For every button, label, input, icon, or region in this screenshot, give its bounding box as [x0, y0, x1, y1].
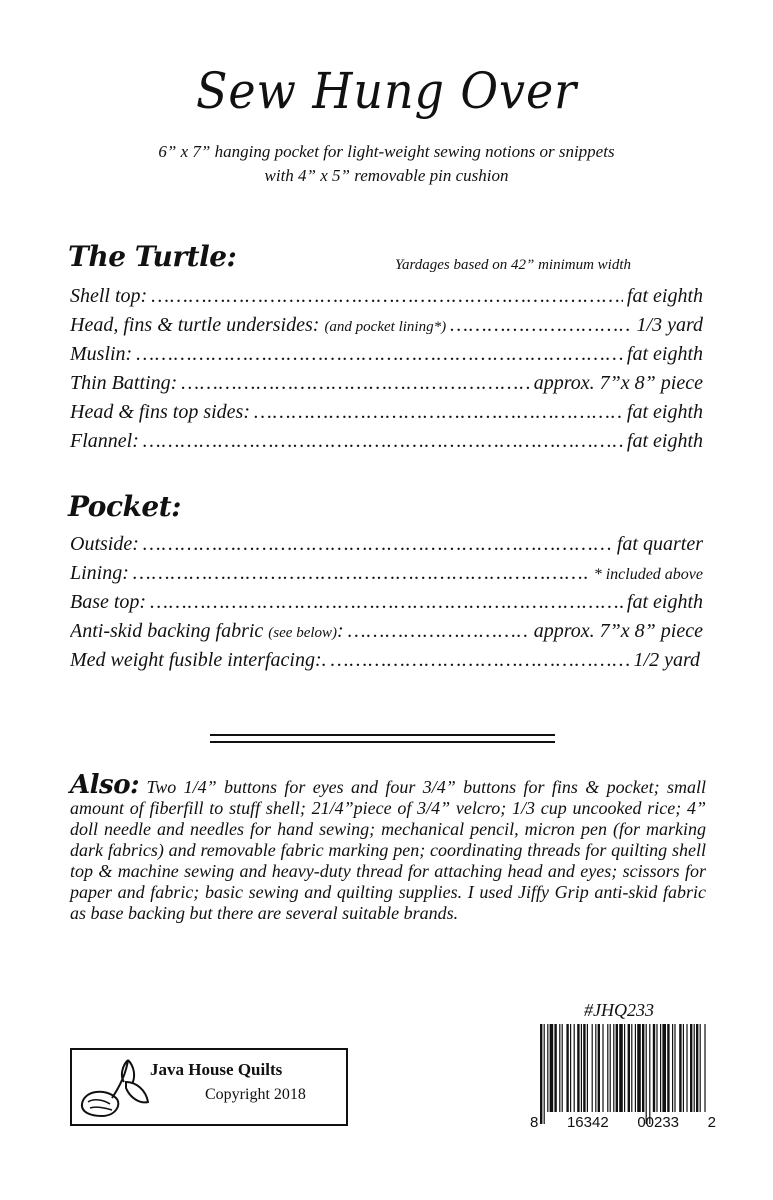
copyright-text: Copyright 2018 [205, 1086, 306, 1103]
supply-row [70, 343, 703, 366]
barcode-bar [550, 1024, 554, 1112]
supply-label: Thin Batting: [70, 372, 178, 394]
barcode-bar [562, 1024, 563, 1112]
barcode-digit-group: 2 [707, 1114, 716, 1131]
barcode-bar [559, 1024, 560, 1112]
leader-dots [150, 591, 623, 614]
supply-label: Shell top: [70, 285, 148, 307]
supply-label: Med weight fusible interfacing:. [70, 649, 327, 671]
supply-amount: 1/2 yard [633, 649, 700, 671]
barcode-bar [616, 1024, 618, 1112]
barcode-bar [592, 1024, 593, 1112]
pattern-title: Sew Hung Over [195, 62, 578, 120]
leader-dots [133, 562, 590, 585]
also-heading: Also: [70, 770, 140, 800]
supply-label: Head & fins top sides: [70, 401, 250, 423]
barcode-bar [540, 1024, 542, 1124]
barcode-bar [570, 1024, 571, 1112]
supply-row [70, 562, 703, 585]
barcode-bar [581, 1024, 582, 1112]
barcode-bar [631, 1024, 632, 1112]
barcode-bar [635, 1024, 636, 1112]
supply-label: Lining: [70, 562, 129, 584]
barcode-bar [662, 1024, 666, 1112]
barcode-bar [637, 1024, 641, 1112]
barcode-bar [613, 1024, 614, 1112]
barcode-digit-group: 8 [530, 1114, 539, 1131]
barcode-bar [577, 1024, 579, 1112]
barcode-bar [653, 1024, 655, 1112]
coffee-plant-icon [76, 1054, 154, 1122]
leader-dots [331, 649, 630, 672]
barcode-bar [700, 1024, 701, 1112]
divider-rule [210, 741, 555, 743]
supply-row [70, 314, 703, 337]
publisher-name: Java House Quilts [150, 1060, 283, 1079]
pocket-heading: Pocket: [68, 490, 182, 523]
barcode-digits [530, 1114, 716, 1131]
leader-dots [450, 314, 632, 337]
leader-dots [151, 285, 623, 308]
supply-row [70, 620, 703, 643]
barcode [540, 1024, 706, 1128]
barcode-bar [544, 1024, 545, 1124]
supply-row [70, 430, 703, 453]
supply-label-note: (see below) [268, 625, 338, 641]
barcode-bar [646, 1024, 647, 1124]
barcode-bar [574, 1024, 575, 1112]
barcode-bar [696, 1024, 698, 1112]
supply-label: Base top: [70, 591, 147, 613]
supply-amount: fat eighth [626, 401, 703, 423]
supply-row [70, 533, 703, 556]
leader-dots [254, 401, 623, 424]
turtle-heading: The Turtle: [68, 240, 237, 273]
supply-label: Anti-skid backing fabric (see below): [70, 620, 344, 642]
barcode-bar [610, 1024, 611, 1112]
also-paragraph [70, 770, 707, 924]
barcode-bar [607, 1024, 608, 1112]
barcode-bar [595, 1024, 596, 1112]
supply-row [70, 401, 703, 424]
barcode-bar [667, 1024, 669, 1112]
supply-amount: fat eighth [626, 591, 703, 613]
barcode-bar [683, 1024, 684, 1112]
barcode-bar [679, 1024, 681, 1112]
supply-row [70, 372, 703, 395]
barcode-bar [656, 1024, 657, 1112]
barcode-bar [554, 1024, 556, 1112]
supply-label-note: (and pocket lining*) [324, 319, 447, 335]
sku-label: #JHQ233 [584, 1000, 654, 1020]
supply-amount: fat eighth [626, 430, 703, 452]
barcode-bar [619, 1024, 623, 1112]
supply-label: Head, fins & turtle undersides: (and pocket lining*) [70, 314, 447, 336]
supply-amount: approx. 7”x 8” piece [533, 372, 703, 394]
leader-dots [348, 620, 530, 643]
barcode-bar [672, 1024, 673, 1112]
barcode-bar [598, 1024, 600, 1112]
yardage-note: Yardages based on 42” minimum width [395, 257, 632, 273]
barcode-bar [686, 1024, 687, 1112]
barcode-bar [674, 1024, 675, 1112]
barcode-bar [642, 1024, 644, 1112]
supply-amount: * included above [593, 566, 703, 583]
leader-dots [143, 430, 623, 453]
also-text: Two 1/4” buttons for eyes and four 3/4” buttons for fins & pocket; small amount of fiberfill to stuff shell; 21/4”piece of 3/4” velcro; 1/3 cup uncooked rice; 4” doll needle and needles for hand sewing; mechanical pencil, micron pen (for marking dark fabrics) and removable fabric marking pen; coordinating threads for quilting shell top & machine sewing and heavy-duty thread for attaching head and eyes; scissors for paper and fabric; basic sewing and quilting supplies. I used Jiffy Grip anti-skid fabric as base backing but there are several suitable brands. [70, 777, 707, 923]
subtitle-line-2: with 4” x 5” removable pin cushion [264, 166, 509, 185]
supply-amount: fat eighth [626, 285, 703, 307]
barcode-bar [602, 1024, 603, 1112]
barcode-bar [704, 1024, 705, 1112]
divider-rule [210, 734, 555, 736]
supply-label: Muslin: [70, 343, 133, 365]
barcode-bar [628, 1024, 630, 1112]
leader-dots [181, 372, 530, 395]
barcode-bar [583, 1024, 585, 1112]
supply-amount: 1/3 yard [636, 314, 703, 336]
supply-label: Flannel: [70, 430, 139, 452]
subtitle-line-1: 6” x 7” hanging pocket for light-weight sewing notions or snippets [158, 142, 615, 161]
supply-amount: approx. 7”x 8” piece [533, 620, 703, 642]
supply-row [70, 649, 700, 672]
barcode-bar [547, 1024, 548, 1112]
barcode-bar [660, 1024, 661, 1112]
leader-dots [143, 533, 613, 556]
barcode-digit-group: 00233 [637, 1114, 680, 1131]
supply-amount: fat quarter [616, 533, 703, 555]
barcode-bar [649, 1024, 650, 1124]
supply-label: Outside: [70, 533, 139, 555]
supply-row [70, 285, 703, 308]
supply-row [70, 591, 703, 614]
barcode-bar [624, 1024, 625, 1112]
barcode-bar [566, 1024, 568, 1112]
barcode-bar [690, 1024, 692, 1112]
barcode-digit-group: 16342 [566, 1114, 609, 1131]
leader-dots [136, 343, 623, 366]
barcode-bar [694, 1024, 695, 1112]
supply-amount: fat eighth [626, 343, 703, 365]
barcode-bar [587, 1024, 588, 1112]
